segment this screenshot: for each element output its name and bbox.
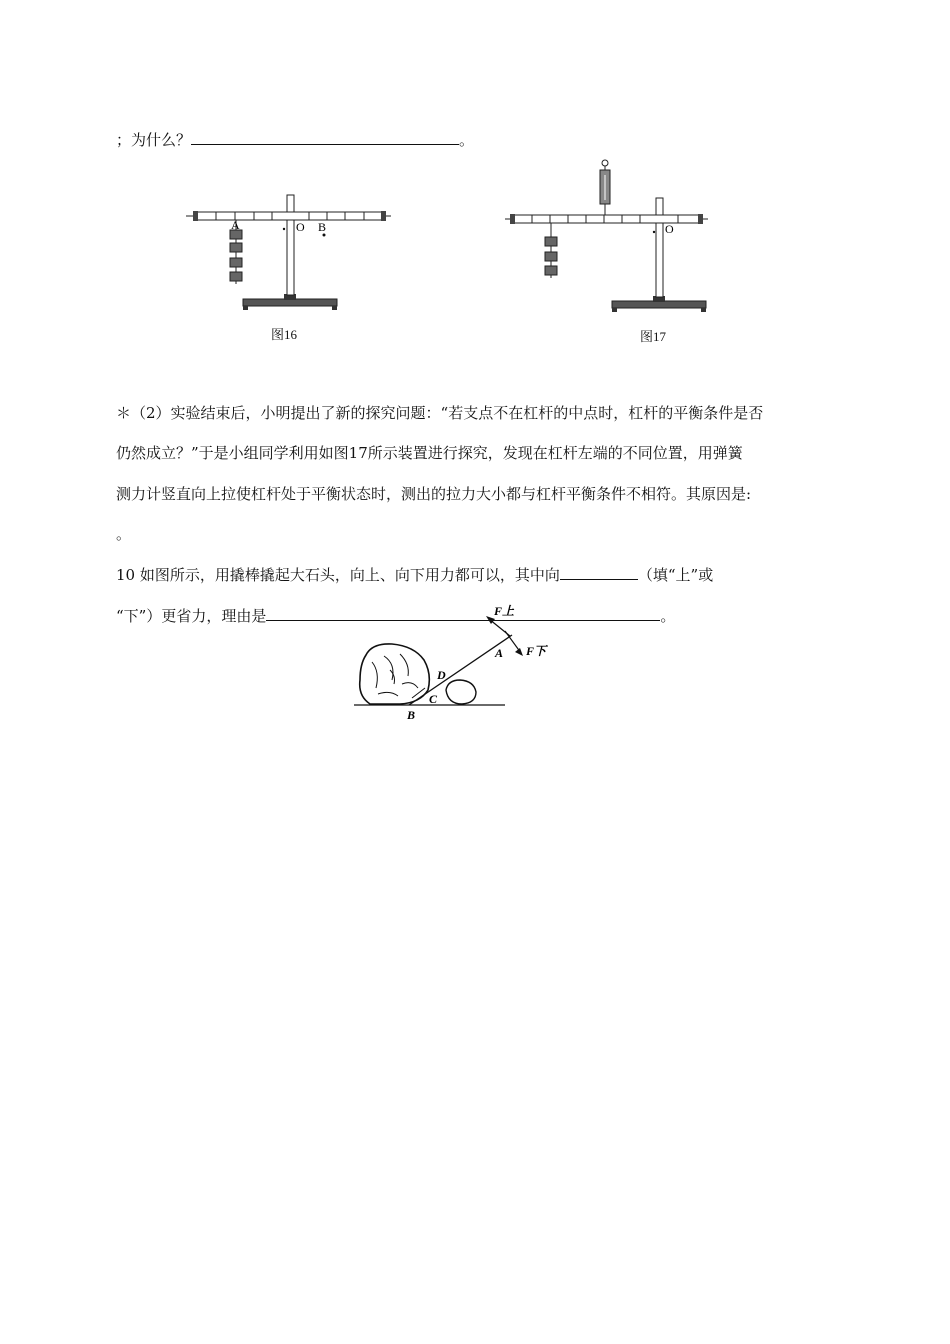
force-down-arrow: [505, 631, 523, 656]
small-rock: [446, 680, 476, 704]
q10-direction-blank[interactable]: [560, 563, 638, 580]
q2-line-4: 。: [116, 525, 132, 543]
fig17-spring-scale: [600, 160, 610, 215]
fig16-base: [243, 299, 337, 306]
fig16-caption: 图16: [271, 327, 298, 342]
q10-reason-blank[interactable]: [266, 604, 660, 621]
q10-line2-suffix: 。: [660, 607, 676, 625]
q10-line-2: [116, 604, 675, 626]
fig17-pole: [656, 198, 663, 297]
label-f-down: F下: [526, 644, 547, 658]
figure-16: [186, 195, 391, 310]
label-d: D: [437, 668, 446, 682]
q10-line-1: [116, 563, 713, 585]
label-c: C: [429, 692, 438, 706]
fig17-label-o: O: [665, 222, 674, 236]
q1-suffix: 。: [459, 131, 475, 149]
q2-line-1: ＊（2）实验结束后，小明提出了新的探究问题：“若支点不在杠杆的中点时，杠杆的平衡条件是否: [116, 404, 764, 422]
label-f-up: F上: [494, 604, 515, 618]
q2-line-2: 仍然成立？”于是小组同学利用如图17所示装置进行探究，发现在杠杆左端的不同位置，用弹簧: [116, 444, 743, 462]
big-rock: [360, 644, 430, 704]
fig16-label-a: A: [231, 218, 240, 232]
fig16-label-o: O: [296, 220, 305, 234]
q10-line1-prefix: 10 如图所示，用撬棒撬起大石头，向上、向下用力都可以，其中向: [116, 566, 560, 584]
fig16-label-b: B: [318, 220, 327, 234]
fig17-caption: 图17: [640, 329, 667, 344]
fig16-pole: [287, 195, 294, 295]
fig17-weights: [545, 223, 557, 278]
q2-line-3: 测力计竖直向上拉使杠杆处于平衡状态时，测出的拉力大小都与杠杆平衡条件不相符。其原因是:: [116, 485, 752, 503]
figure-17: [505, 160, 708, 312]
q1-prefix: ；为什么？: [116, 131, 192, 149]
q10-line2-prefix: “下”）更省力，理由是: [116, 607, 267, 625]
fig17-base: [612, 301, 706, 308]
label-b: B: [407, 708, 416, 722]
fig16-lever: [197, 212, 383, 220]
label-a: A: [495, 646, 504, 660]
q10-line1-suffix: （填“上”或: [637, 566, 714, 584]
